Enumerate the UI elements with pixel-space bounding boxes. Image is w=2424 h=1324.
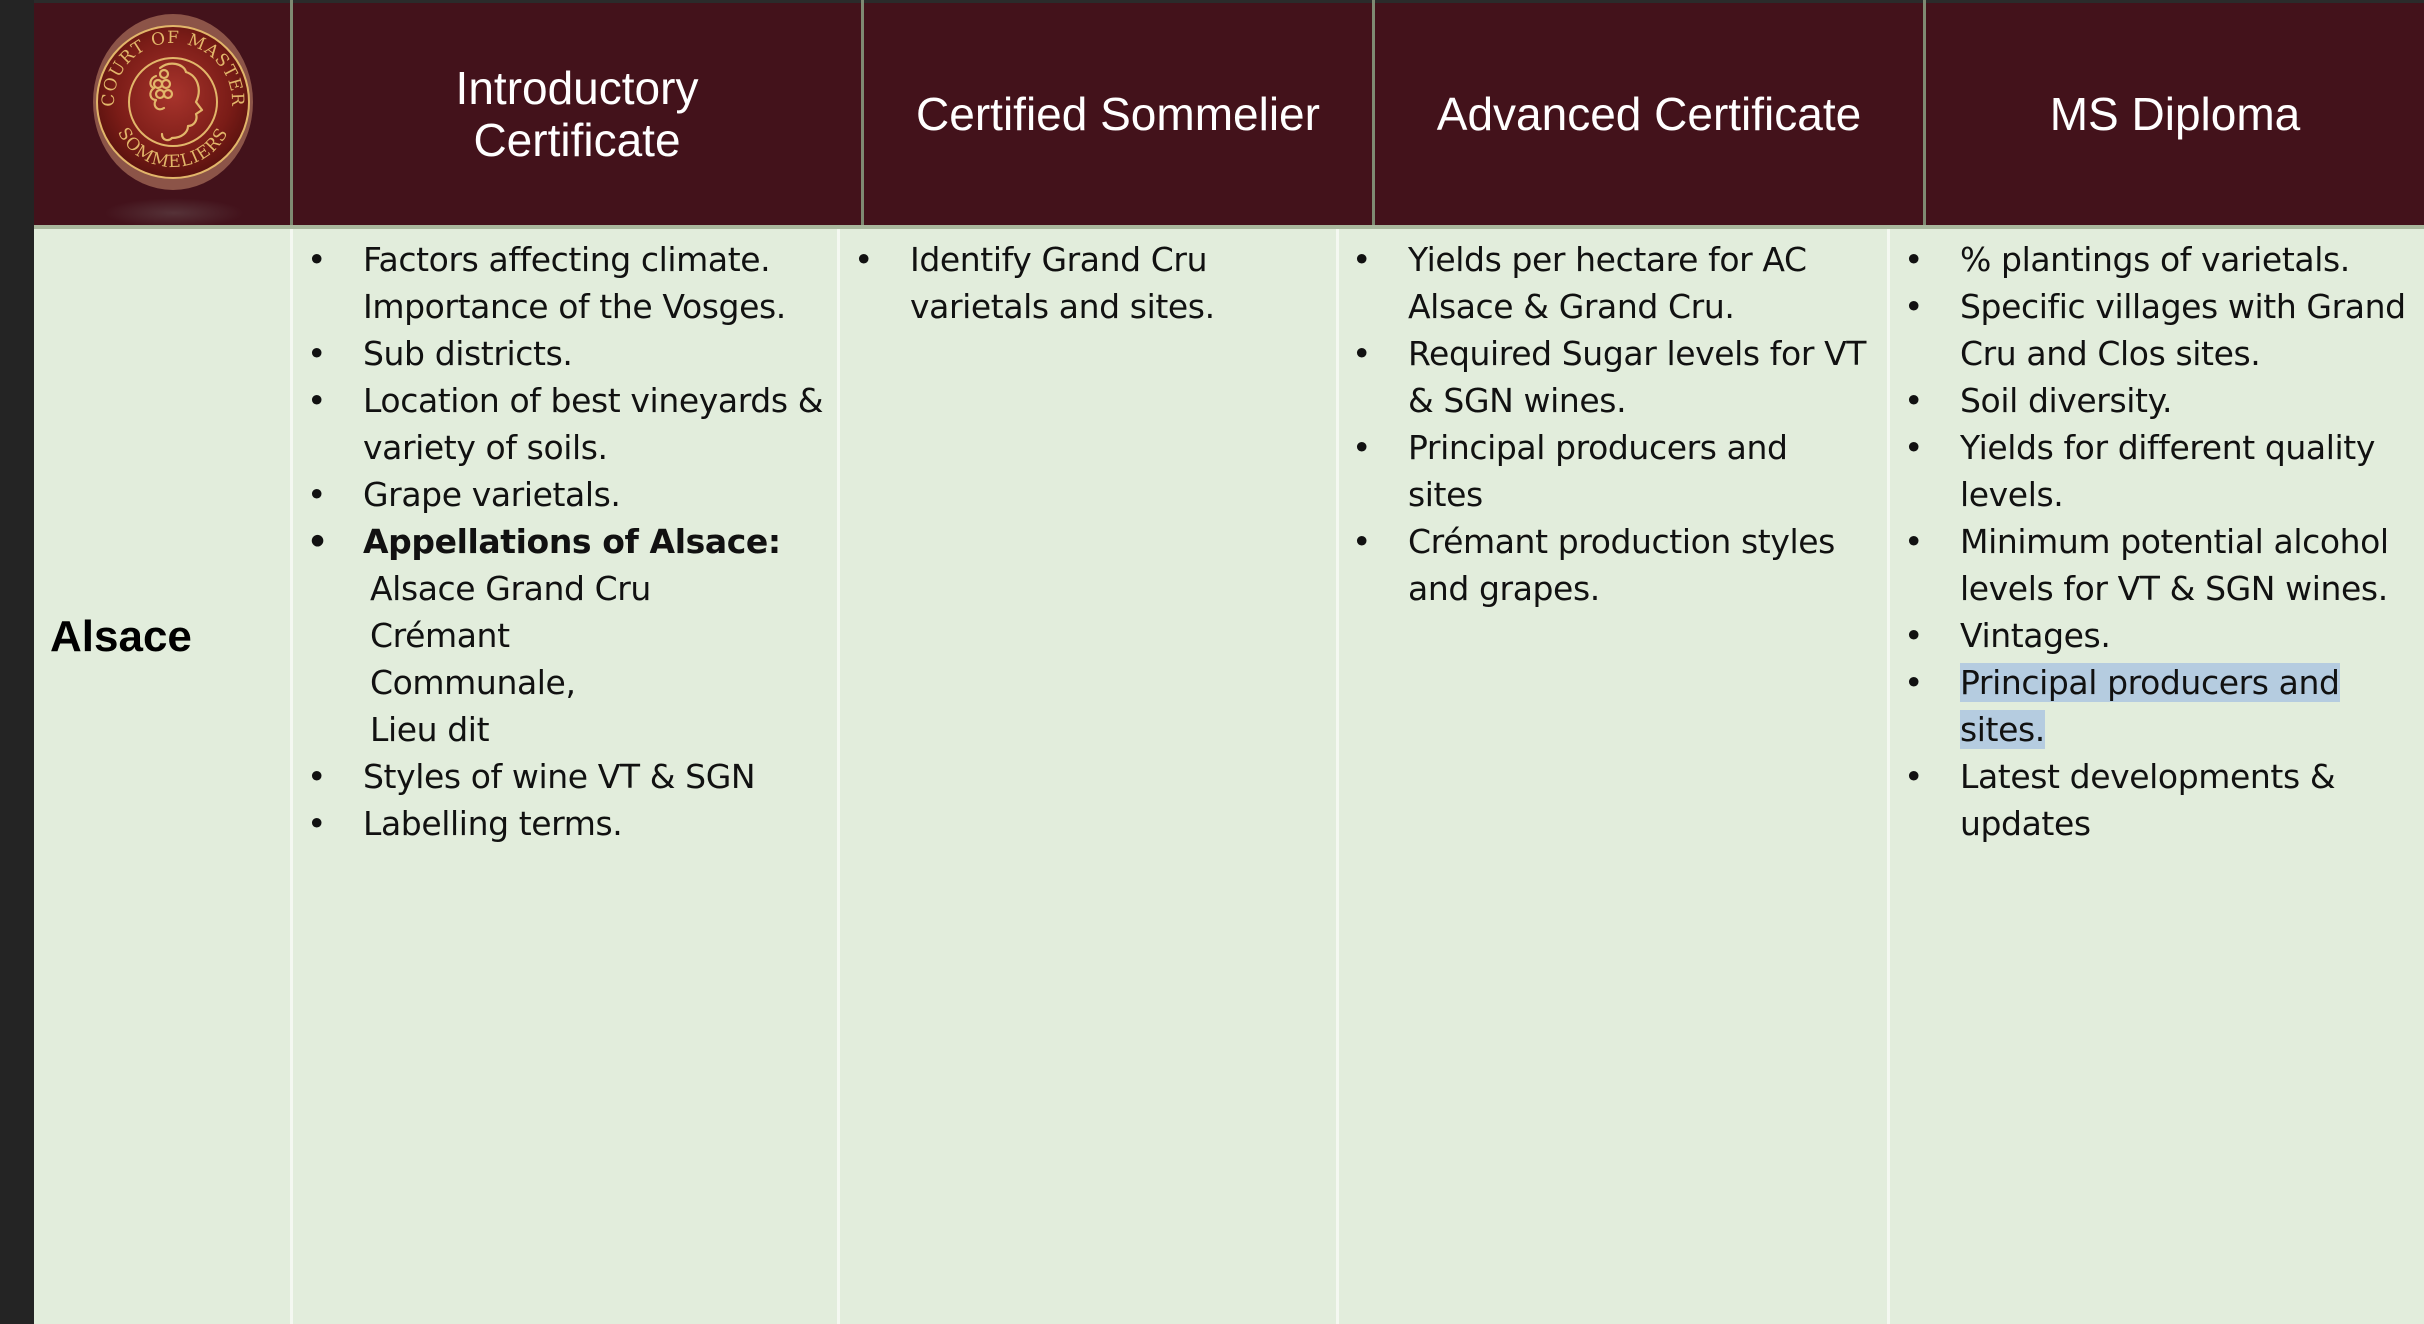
header-diploma <box>1926 3 2424 225</box>
advanced-topic-list <box>1352 236 1882 612</box>
list-item: • Appellations of Alsace: <box>307 518 827 565</box>
row-label-alsace: Alsace <box>50 612 192 661</box>
header-advanced <box>1375 3 1923 225</box>
introductory-topic-list <box>307 236 827 847</box>
sub-item: Lieu dit <box>370 710 490 749</box>
header-certified <box>864 3 1372 225</box>
list-item: • Vintages. <box>1904 612 2420 659</box>
list-item: • Location of best vineyards & variety of soils. <box>307 377 827 471</box>
list-item: • Soil diversity. <box>1904 377 2420 424</box>
list-item: • Principal producers and sites <box>1352 424 1838 518</box>
header-introductory-line2: Certificate <box>473 114 681 166</box>
selected-text[interactable]: Principal producers and sites. <box>1960 663 2340 749</box>
list-item: • Labelling terms. <box>307 800 827 847</box>
list-item-selected[interactable] <box>1904 659 2400 753</box>
list-item: • Specific villages with Grand Cru and Clos sites. <box>1904 283 2410 377</box>
logo-text-bottom: SOMMELIERS <box>113 124 233 173</box>
slide-canvas <box>34 0 2424 1324</box>
column-divider <box>290 229 293 1324</box>
list-item: • Latest developments & updates <box>1904 753 2380 847</box>
column-divider <box>1887 229 1890 1324</box>
list-item: • Sub districts. <box>307 330 827 377</box>
header-certified-label: Certified Sommelier <box>916 88 1320 140</box>
sub-item: Crémant <box>370 616 510 655</box>
column-divider <box>837 229 840 1324</box>
column-divider <box>290 0 293 228</box>
header-introductory-line1: Introductory <box>455 62 699 114</box>
list-item: • Grape varietals. <box>307 471 827 518</box>
list-item: • Factors affecting climate. Importance of the Vosges. <box>307 236 827 330</box>
cell-introductory <box>307 236 827 847</box>
sub-item: Communale, <box>370 663 576 702</box>
cell-diploma <box>1904 236 2420 847</box>
header-advanced-label: Advanced Certificate <box>1436 88 1862 140</box>
column-divider <box>1372 0 1375 228</box>
list-item: • Yields for different quality levels. <box>1904 424 2420 518</box>
court-of-master-sommeliers-seal-icon <box>90 10 256 195</box>
cell-advanced <box>1352 236 1882 612</box>
diploma-topic-list <box>1904 236 2420 847</box>
header-bottom-border <box>34 225 2424 229</box>
list-item: • Crémant production styles and grapes. <box>1352 518 1878 612</box>
certified-topic-list <box>854 236 1314 330</box>
logo-shadow <box>104 198 244 228</box>
list-item: • Required Sugar levels for VT & SGN wines. <box>1352 330 1882 424</box>
list-item: • Identify Grand Cru varietals and sites. <box>854 236 1240 330</box>
column-divider <box>1336 229 1339 1324</box>
header-diploma-label: MS Diploma <box>2049 88 2301 140</box>
column-divider <box>861 0 864 228</box>
list-item: • Styles of wine VT & SGN <box>307 753 827 800</box>
column-divider <box>1923 0 1926 228</box>
list-item: • % plantings of varietals. <box>1904 236 2420 283</box>
logo-text-top: COURT OF MASTER <box>98 27 248 108</box>
list-item: • Yields per hectare for AC Alsace & Grand Cru. <box>1352 236 1838 330</box>
cell-certified <box>854 236 1314 330</box>
header-introductory <box>293 3 861 225</box>
list-item: • Minimum potential alcohol levels for VT & SGN wines. <box>1904 518 2390 612</box>
sub-item: Alsace Grand Cru <box>370 569 651 608</box>
